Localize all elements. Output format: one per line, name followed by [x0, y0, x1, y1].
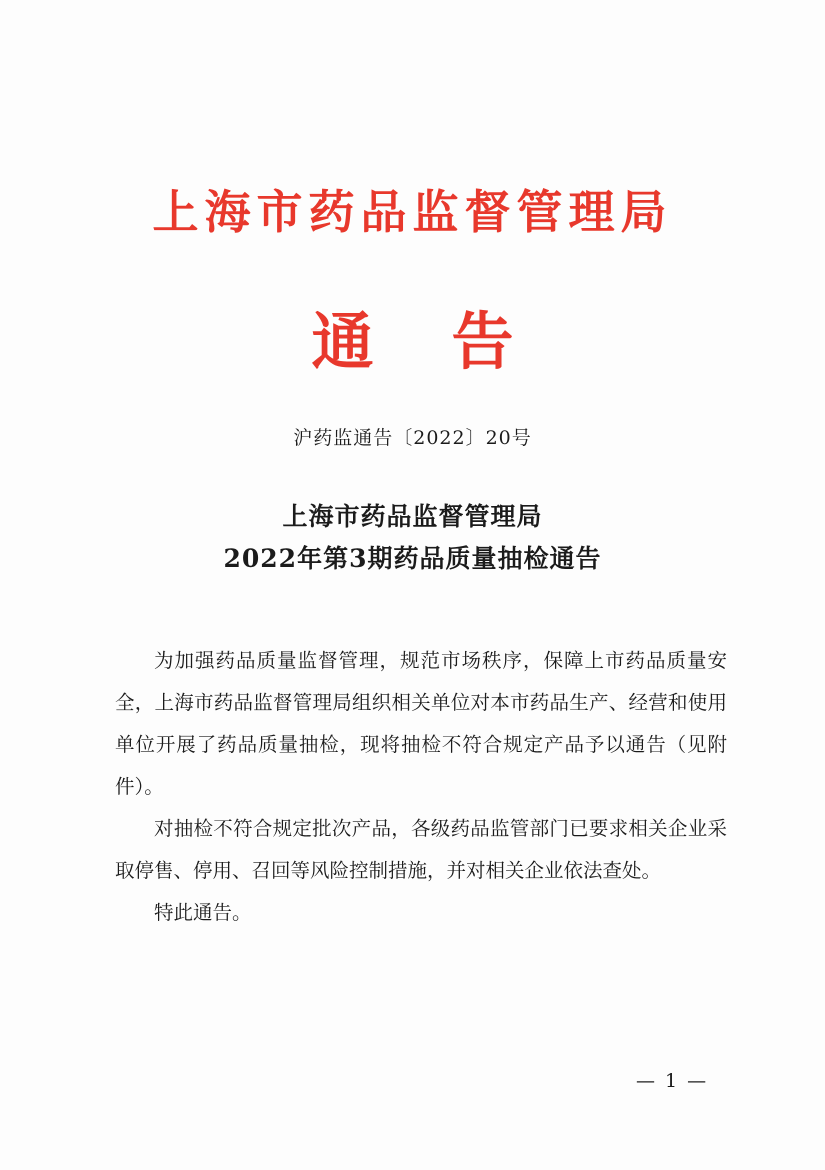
body-paragraph-1: 为加强药品质量监督管理，规范市场秩序，保障上市药品质量安全，上海市药品监督管理局组织相关单位对本市药品生产、经营和使用单位开展了药品质量抽检，现将抽检不符合规定产品予以通告（见附件）。 — [115, 649, 727, 798]
body-paragraph-2: 对抽检不符合规定批次产品，各级药品监管部门已要求相关企业采取停售、停用、召回等风险控制措施，并对相关企业依法查处。 — [115, 817, 727, 882]
document-body — [115, 640, 727, 934]
document-number: 沪药监通告〔2022〕20号 — [293, 427, 532, 449]
issuing-authority-header: 上海市药品监督管理局 — [152, 185, 673, 239]
page-number: — 1 — — [636, 1070, 709, 1092]
document-title-line-1: 上海市药品监督管理局 — [282, 502, 543, 531]
body-paragraph-3: 特此通告。 — [154, 901, 252, 924]
document-type-heading: 通告 — [311, 305, 592, 378]
document-title-line-2: 2022年第3期药品质量抽检通告 — [223, 544, 602, 573]
document-title — [0, 496, 825, 580]
